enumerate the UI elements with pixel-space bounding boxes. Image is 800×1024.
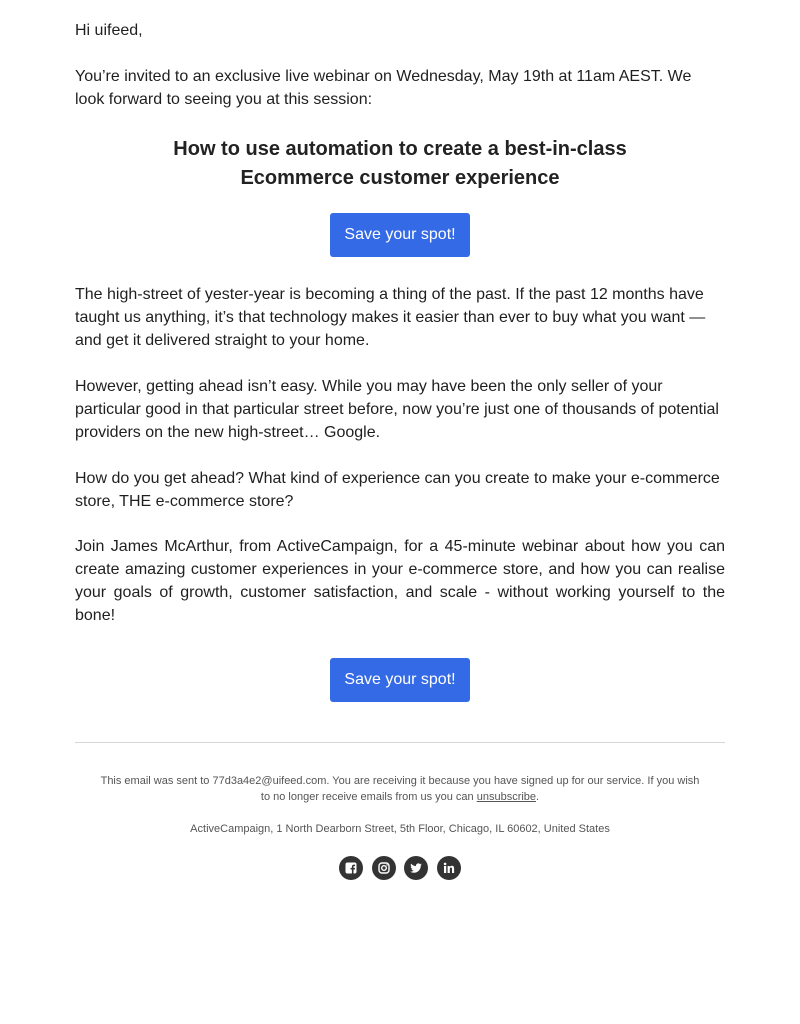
greeting: Hi uifeed, bbox=[75, 22, 143, 39]
paragraph: Join James McArthur, from ActiveCampaign, for a 45-minute webinar about how you can create amazing customer experiences in your e-commerce store, and how you can realise your goals of growth, customer satisfaction, and scale - without working yourself to the bone! bbox=[75, 538, 725, 624]
footer-address: ActiveCampaign, 1 North Dearborn Street, 5th Floor, Chicago, IL 60602, United States bbox=[190, 823, 610, 835]
facebook-icon[interactable] bbox=[339, 856, 363, 880]
twitter-icon[interactable] bbox=[404, 856, 428, 880]
paragraph: The high-street of yester-year is becoming a thing of the past. If the past 12 months have taught us anything, it’s that technology makes it easier than ever to buy what you want — and get it delivered straight to your home. bbox=[75, 286, 706, 349]
sent-text: This email was sent to 77d3a4e2@uifeed.com. You are receiving it because you have signed up for our service. If you wish to no longer receive emails from us you can bbox=[100, 775, 700, 803]
title-line-2: Ecommerce customer experience bbox=[240, 167, 560, 189]
intro-text: You’re invited to an exclusive live webinar on Wednesday, May 19th at 11am AEST. We look forward to seeing you at this session: bbox=[75, 68, 692, 108]
instagram-icon[interactable] bbox=[372, 856, 396, 880]
webinar-title bbox=[75, 135, 725, 193]
period: . bbox=[536, 791, 540, 803]
linkedin-icon[interactable] bbox=[437, 856, 461, 880]
title-line-1: How to use automation to create a best-in-class bbox=[173, 138, 627, 160]
social-links bbox=[75, 856, 725, 880]
email-body bbox=[75, 0, 725, 880]
divider bbox=[75, 742, 725, 743]
save-spot-button[interactable]: Save your spot! bbox=[330, 213, 469, 257]
save-spot-button-bottom[interactable]: Save your spot! bbox=[330, 658, 469, 702]
unsubscribe-link[interactable]: unsubscribe bbox=[476, 791, 537, 803]
paragraph: How do you get ahead? What kind of experience can you create to make your e-commerce store, THE e-commerce store? bbox=[75, 470, 720, 510]
footer-notice bbox=[75, 773, 725, 805]
paragraph: However, getting ahead isn’t easy. While you may have been the only seller of your particular good in that particular street before, now you’re just one of thousands of potential providers on the new high-street… Google. bbox=[75, 378, 719, 441]
